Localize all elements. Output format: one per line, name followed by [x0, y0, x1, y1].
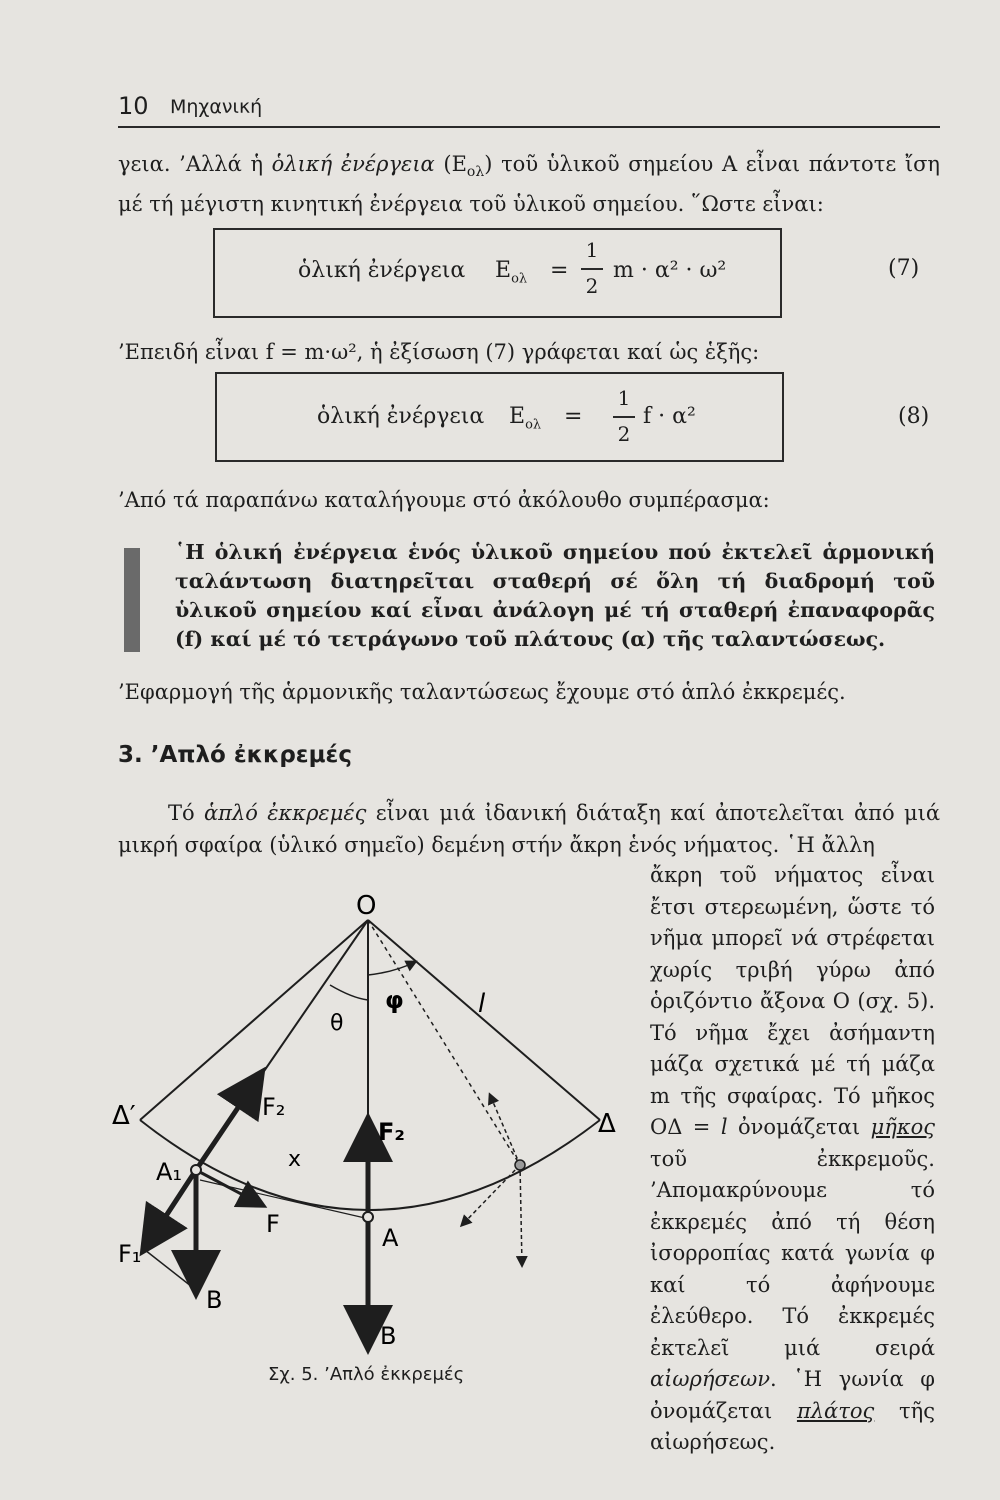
- rc-t3: τοῦ ἐκκρεμοῦς. ’Απομακρύνουμε τό ἐκκρεμές ἀπό τή θέση ἰσορροπίας κατά γωνία φ καί τό ἀφήνουμε ἐλεύθερο. Τό ἐκκρεμές ἐκτελεῖ μιά σειρά: [650, 1146, 935, 1360]
- ball-a: [363, 1212, 373, 1222]
- label-b-center: B: [380, 1322, 397, 1350]
- formula-8-fraction-line: [613, 416, 635, 418]
- para1-sub: ολ: [466, 164, 485, 181]
- formula-7-rhs: m · α² · ω²: [613, 258, 727, 283]
- force-f2-left: [196, 1075, 260, 1170]
- label-theta: θ: [330, 1011, 344, 1036]
- label-f2-right: F₂: [378, 1118, 405, 1146]
- force-right-down: [520, 1165, 522, 1265]
- string-to-d: [368, 920, 600, 1120]
- label-o: O: [356, 891, 377, 921]
- label-a: A: [382, 1224, 399, 1252]
- formula-7-num: 1: [585, 238, 599, 262]
- force-right-up: [490, 1095, 520, 1165]
- formula-8-eq: =: [564, 404, 583, 429]
- para5-pre: Τό: [168, 801, 204, 825]
- parallelogram-side: [145, 1250, 196, 1290]
- pendulum-figure: [0, 880, 640, 1400]
- section-title: 3. ’Απλό ἐκκρεμές: [118, 742, 352, 768]
- label-a1: A₁: [156, 1158, 183, 1186]
- pendulum-description: [650, 860, 935, 1459]
- formula-7-lhs: $E_{o\lambda}$: [495, 258, 528, 287]
- page-header: [118, 90, 940, 128]
- page-number: 10: [118, 92, 149, 120]
- phi-arc: [368, 962, 415, 975]
- label-l: l: [478, 989, 486, 1019]
- para5-italic: ἁπλό ἐκκρεμές: [204, 801, 367, 825]
- running-head: Μηχανική: [170, 96, 263, 118]
- label-phi: φ: [385, 986, 404, 1014]
- para1-post: (Ε: [434, 152, 467, 176]
- para5-post: εἶναι μιά ἰδανική διάταξη καί ἀποτελεῖται ἀπό μιά μικρή σφαίρα (ὑλικό σημεῖο) δεμένη στήν ἄκρη ἑνός νήματος. ῾Η ἄλλη: [118, 801, 941, 857]
- theta-arc: [330, 985, 368, 1000]
- formula-7-fraction-line: [581, 268, 603, 270]
- paragraph-since: ’Επειδή εἶναι f = m·ω², ἡ ἐξίσωση (7) γράφεται καί ὡς ἑξῆς:: [118, 340, 760, 364]
- rc-l: l: [720, 1115, 728, 1139]
- ball-a1: [191, 1165, 201, 1175]
- equation-number-7: (7): [888, 256, 920, 281]
- label-d: Δ: [598, 1109, 616, 1139]
- highlight-bar: [124, 548, 140, 652]
- label-f: F: [266, 1210, 280, 1238]
- rc-length-term: μῆκος: [870, 1115, 936, 1139]
- force-right-tangent: [462, 1165, 520, 1225]
- formula-8-rhs: f · α²: [643, 404, 696, 429]
- figure-caption: Σχ. 5. ’Απλό ἐκκρεμές: [268, 1364, 465, 1385]
- rc-t5: τῆς αἰωρήσεως.: [650, 1398, 935, 1454]
- label-d-prime: Δ′: [112, 1101, 136, 1131]
- formula-7-box: [213, 228, 782, 318]
- formula-8-num: 1: [617, 386, 631, 410]
- formula-8-den: 2: [617, 422, 631, 446]
- formula-7-eq: =: [550, 258, 569, 283]
- rc-t4: . ῾Η γωνία φ ὀνομάζεται: [650, 1367, 935, 1423]
- label-f1: F₁: [118, 1240, 142, 1268]
- label-x: x: [288, 1147, 302, 1172]
- para1-italic: ὁλική ἐνέργεια: [271, 152, 435, 176]
- conclusion-statement: ῾Η ὁλική ἐνέργεια ἑνός ὑλικοῦ σημείου πού ἐκτελεῖ ἁρμονική ταλάντωση διατηρεῖται σταθερή σέ ὅλη τή διαδρομή τοῦ ὑλικοῦ σημείου καί εἶναι ἀνάλογη μέ τή σταθερή ἐπαναφορᾶς (f) καί μέ τό τετράγωνο τοῦ πλάτους (α) τῆς ταλαντώσεως.: [175, 540, 935, 651]
- ball-right: [515, 1160, 525, 1170]
- label-b-left: B: [206, 1286, 223, 1314]
- para1-post2: ) τοῦ ὑλικοῦ σημείου Α εἶναι πάντοτε ἴση μέ τή μέγιστη κινητική ἐνέργεια τοῦ ὑλικοῦ σημείου. ῞Ωστε εἶναι:: [118, 152, 940, 217]
- formula-8-box: [215, 372, 784, 462]
- para1-pre: γεια. ’Αλλά ἡ: [118, 152, 272, 176]
- formula-7-den: 2: [585, 274, 599, 298]
- equation-number-8: (8): [898, 404, 930, 429]
- label-f2-left: F₂: [262, 1093, 286, 1121]
- rc-t1: ἄκρη τοῦ νήματος εἶναι ἔτσι στερεωμένη, ὥστε τό νῆμα μπορεῖ νά στρέφεται χωρίς τριβή γύρω ἀπό ὁριζόντιο ἄξονα Ο (σχ. 5). Τό νῆμα ἔχει ἀσήμαντη μάζα σχετικά μέ τή μάζα m τῆς σφαίρας. Τό μῆκος ΟΔ =: [650, 863, 935, 1139]
- rc-t2: ὀνομάζεται: [727, 1115, 871, 1139]
- paragraph-conclusion-intro: ’Από τά παραπάνω καταλήγουμε στό ἀκόλουθο συμπέρασμα:: [118, 488, 770, 512]
- paragraph-pendulum-intro: [118, 797, 940, 861]
- formula-8-lhs: $E_{o\lambda}$: [509, 404, 542, 433]
- rc-oscillations-term: αἰωρήσεων: [650, 1367, 770, 1391]
- paragraph-application: ’Εφαρμογή τῆς ἁρμονικῆς ταλαντώσεως ἔχουμε στό ἁπλό ἐκκρεμές.: [118, 680, 846, 704]
- formula-8-label: ὁλική ἐνέργεια: [317, 404, 485, 429]
- rc-amplitude-term: πλάτος: [796, 1398, 875, 1423]
- formula-7-label: ὁλική ἐνέργεια: [298, 258, 466, 283]
- x-displacement: [200, 1180, 365, 1218]
- paragraph-intro: [118, 148, 940, 220]
